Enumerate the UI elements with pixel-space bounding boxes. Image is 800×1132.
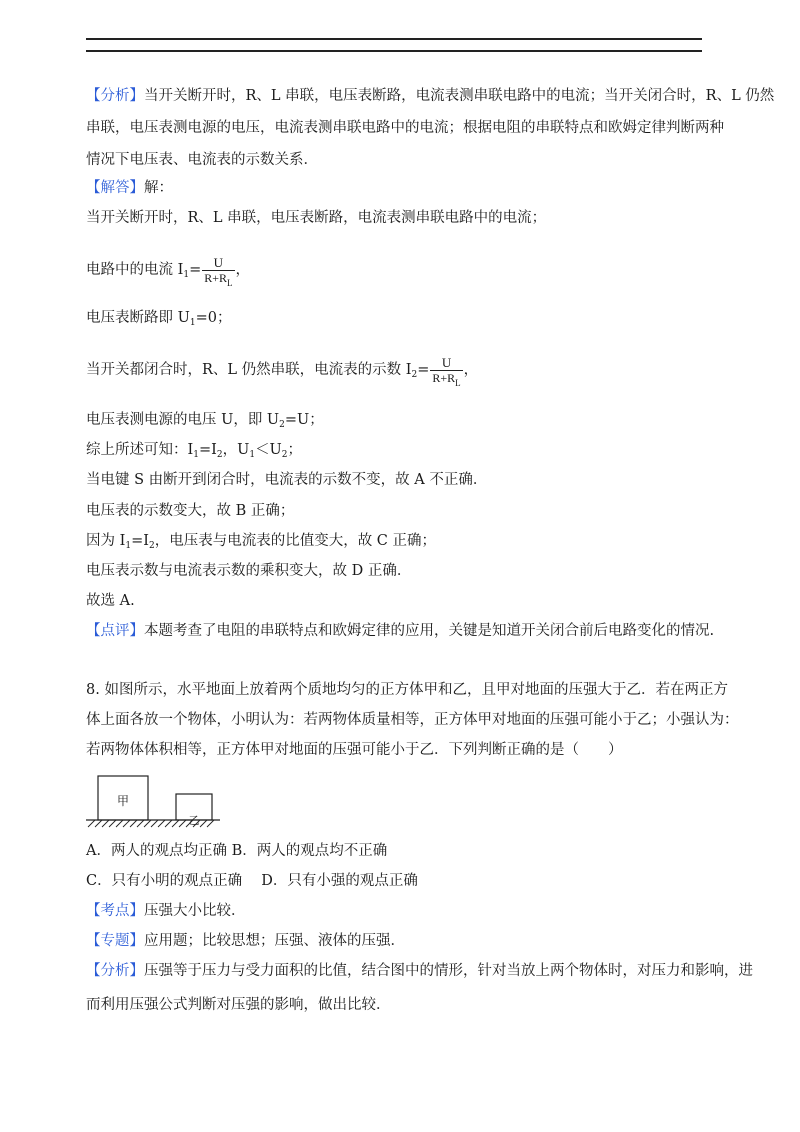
voltage-formula-2: 电压表测电源的电压 U，即 $U_2=U$； [86, 412, 324, 430]
header-rule-top [86, 38, 702, 40]
analysis-line-2: 串联，电压表测电源的电压，电流表测串联电路中的电流；根据电阻的串联特点和欧姆定律判断两种 [86, 120, 724, 136]
q8-analysis-tag: 【分析】 [86, 963, 144, 979]
analysis-line-3: 情况下电压表、电流表的示数关系． [86, 152, 318, 168]
q8-topic: 【专题】应用题；比较思想；压强、液体的压强． [86, 933, 405, 949]
q8-analysis-line-2: 而利用压强公式判断对压强的影响，做出比较． [86, 997, 391, 1013]
q8-stem-line-1: 8. 如图所示，水平地面上放着两个质地均匀的正方体甲和乙，且甲对地面的压强大于乙．若在两正方 [86, 682, 728, 698]
voltage-formula-1: 电压表断路即 $U_1=0$； [86, 310, 232, 328]
analysis-tag: 【分析】 [86, 88, 144, 104]
option-c-reason: 因为 $I_1=I_2$，电压表与电流表的比值变大，故 C 正确； [86, 533, 437, 551]
header-rule-bottom [86, 50, 702, 52]
q8-options-cd: C．只有小明的观点正确 D．只有小强的观点正确 [86, 873, 418, 889]
option-a-reason: 当电键 S 由断开到闭合时，电流表的示数不变，故 A 不正确． [86, 472, 488, 488]
cubes-figure [86, 772, 220, 828]
choose-answer: 故选 A. [86, 593, 135, 609]
answer-line-open: 当开关断开时，R、L 串联，电压表断路，电流表测串联电路中的电流； [86, 210, 547, 226]
q8-stem-line-2: 体上面各放一个物体，小明认为：若两物体质量相等，正方体甲对地面的压强可能小于乙；小强认为： [86, 712, 739, 728]
topic-tag: 【专题】 [86, 933, 144, 949]
cube-yi-label: 乙 [188, 814, 200, 827]
cube-jia-label: 甲 [116, 794, 130, 808]
comment-line: 【点评】本题考查了电阻的串联特点和欧姆定律的应用，关键是知道开关闭合前后电路变化的情况. [86, 623, 715, 639]
q8-stem-line-3: 若两物体体积相等，正方体甲对地面的压强可能小于乙．下列判断正确的是（ ） [86, 742, 623, 758]
analysis-line-1: 【分析】当开关断开时，R、L 串联，电压表断路，电流表测串联电路中的电流；当开关闭合时，R、L 仍然 [86, 88, 775, 104]
option-d-reason: 电压表示数与电流表示数的乘积变大，故 D 正确． [86, 563, 412, 579]
test-point-tag: 【考点】 [86, 903, 144, 919]
fraction-u-over-r-plus-rl-2: $\frac{U}{R+R_L}$ [432, 355, 461, 388]
fraction-u-over-r-plus-rl: $\frac{U}{R+R_L}$ [204, 255, 233, 288]
summary-line: 综上所述可知：$I_1=I_2$，$U_1<U_2$； [86, 442, 303, 460]
comment-tag: 【点评】 [86, 623, 144, 639]
q8-analysis-line-1: 【分析】压强等于压力与受力面积的比值，结合图中的情形，针对当放上两个物体时，对压力和影响，进 [86, 963, 753, 979]
answer-heading: 【解答】解： [86, 180, 173, 196]
answer-tag: 【解答】 [86, 180, 144, 196]
current-formula-1: 电路中的电流 $I_1=$ $\frac{U}{R+R_L}$ ， [86, 255, 251, 288]
q8-test-point: 【考点】压强大小比较． [86, 903, 246, 919]
current-formula-2: 当开关都闭合时，R、L 仍然串联，电流表的示数 $I_2=$ $\frac{U}{R+R_L}$ ， [86, 355, 479, 388]
option-b-reason: 电压表的示数变大，故 B 正确； [86, 503, 295, 519]
q8-options-ab: A．两人的观点均正确 B．两人的观点均不正确 [86, 843, 388, 859]
